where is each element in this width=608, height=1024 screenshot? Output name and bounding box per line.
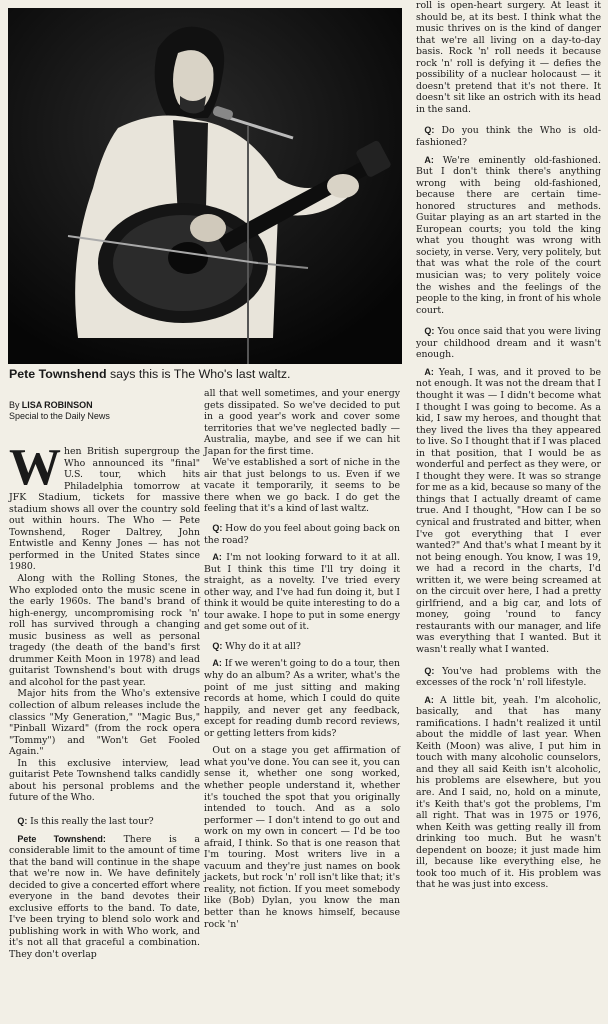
q-text: Is this really the last tour? (27, 815, 154, 827)
dropcap: W (9, 439, 61, 496)
q-text: How do you feel about going back on the road? (204, 523, 400, 546)
question (416, 125, 601, 148)
a-label: A: (212, 552, 222, 563)
paragraph: all that well sometimes, and your energy gets dissipated. So we've decided to put in a good year's work and cover some territories that we've neglected badly — Australia, maybe, and see if we can hit Japan for the first time. (204, 388, 400, 457)
q-text: You once said that you were living your childhood dream and it wasn't enough. (416, 326, 601, 361)
question (204, 641, 400, 653)
caption-text: says this is The Who's last waltz. (106, 367, 291, 381)
byline-affiliation: Special to the Daily News (9, 411, 110, 421)
q-label: Q: (424, 665, 435, 676)
q-text: Do you think the Who is old-fashioned? (416, 125, 601, 149)
answer (204, 552, 400, 633)
q-label: Q: (212, 523, 223, 534)
lead-text: hen British supergroup the Who announced its "final" U.S. tour, which hits Philadelphia tomorrow at JFK Stadium, tickets for massive stadium shows all over the country sold out within hours. The Who — Pete Townshend, Roger Daltrey, John Entwistle and Kenny Jones — has not performed in the United States since 1980. (9, 446, 200, 573)
answer (416, 367, 601, 656)
paragraph: Out on a stage you get affirmation of what you've done. You can see it, you can sense it, whether one song worked, whether people understand it, whether it's touched the spot that you originally intended to touch. And as a solo performer — I don't intend to go out and work on my own in concert — I'd be too afraid, I think. So that is one reason that I'm touring. Most writers live in a vacuum and they're just names on book jackets, but rock 'n' roll isn't like that; it's reality, not fiction. If you meet somebody like (Bob) Dylan, you know the man better than he knows himself, because rock 'n' (204, 745, 400, 930)
answer (9, 834, 200, 961)
a-text: If we weren't going to do a tour, then why do an album? As a writer, what's the point of me just sitting and making records at home, which I could do quite happily, and never get any feedback, except for reading dumb record reviews, or getting letters from kids? (204, 658, 400, 739)
answer (416, 155, 601, 317)
a-text: Yeah, I was, and it proved to be not enough. It was not the dream that I thought it was — I didn't become what I thought I was going to become. As a kid, I saw my heroes, and thought that they lived the lives tha they appeared to live. So I thought that if I was placed in that position, that I would be as wonderful and perfect as they were, or I thought they were. It was so strange for me as a kid, because so many of the things that I actually dreamt of came true. And I thought, "How can I be so cynical and frustrated and bitter, when I've got everything that I ever wanted?" And that's what I meant by it not being enough. You know, I was 19, we had a record in the charts, I'd written it, we were being screamed at on the circuit over here, I had a pretty girlfriend, and a big car, and lots of money, going 'round to fancy restaurants with our manager, and life was everything that I wanted. But it wasn't really what I wanted. (416, 366, 601, 655)
a-text: We're eminently old-fashioned. But I don't think there's anything wrong with being old-fashioned, because there are certain time-honored structures and methods. Guitar playing as an art started in the European courts; you told the king what you thought was wrong with society, in verse. Very, very politely, but that was what the role of the court musician was; to very politely voice the wishes and the feelings of the people to the king, in front of his whole court. (416, 154, 601, 316)
question (204, 523, 400, 546)
photo-caption (9, 367, 409, 382)
a-label: A: (424, 366, 434, 377)
lead-paragraph (9, 439, 200, 573)
paragraph: In this exclusive interview, lead guitarist Pete Townshend talks candidly about his personal problems and the future of the Who. (9, 757, 200, 804)
a-label: Pete Townshend: (17, 833, 106, 844)
article-column-1 (9, 400, 200, 961)
paragraph: We've established a sort of niche in the air that just belongs to us. Even if we vacate it temporarily, it seems to be there when we go back. I do get the feeling that it's a kind of last waltz. (204, 457, 400, 515)
a-label: A: (424, 154, 434, 165)
article-column-3 (416, 0, 601, 891)
q-label: Q: (212, 640, 223, 651)
a-label: A: (212, 658, 222, 669)
q-text: You've had problems with the excesses of the rock 'n' roll lifestyle. (416, 665, 601, 689)
byline-author: LISA ROBINSON (21, 400, 93, 410)
paragraph: Major hits from the Who's extensive collection of album releases include the classics "My Generation," "Magic Bus," "Pinball Wizard" (from the rock opera "Tommy") and "Won't Get Fooled Again." (9, 688, 200, 758)
byline (9, 400, 200, 422)
concert-photo (8, 8, 402, 364)
paragraph: Along with the Rolling Stones, the Who exploded onto the music scene in the early 1960s. The band's brand of high-energy, uncompromising rock 'n' roll has survived through a changing music business as well as personal tragedy (the death of the band's first drummer Keith Moon in 1978) and lead guitarist Townshend's bout with drugs and alcohol for the past year. (9, 573, 200, 688)
a-label: A: (424, 694, 434, 705)
question (416, 326, 601, 361)
article-column-2 (204, 388, 400, 930)
paragraph: roll is open-heart surgery. At least it should be, at its best. I think what the music thrives on is the kind of danger that we're all living on a day-to-day basis. Rock 'n' roll needs it because rock 'n' roll is defying it — defies the possibility of a nuclear holocaust — it doesn't pretend that it's not there. It doesn't sit like an ostrich with its head in the sand. (416, 0, 601, 115)
a-text: I'm not looking forward to it at all. But I think this time I'll try doing it straight, as a novelty. I've tried every other way, and I've had fun doing it, but I think it would be quite interesting to do a tour awake. I hope to put in some energy and get some out of it. (204, 552, 400, 633)
caption-name: Pete Townshend (9, 367, 107, 381)
a-text: There is a considerable limit to the amount of time that the band will continue in the shape that we're now in. We have definitely decided to give a concerted effort where everyone in the band devotes their exclusive efforts to the band. To date, I've been trying to blend solo work and publishing work in with Who work, and it's not all that graceful a combination. They don't overlap (9, 833, 200, 960)
q-label: Q: (424, 326, 435, 337)
byline-by: By (9, 400, 22, 410)
answer (204, 658, 400, 739)
q-text: Why do it at all? (222, 640, 301, 652)
q-label: Q: (424, 125, 435, 136)
q-label: Q: (17, 815, 28, 826)
question (416, 666, 601, 689)
question (9, 816, 200, 828)
a-text: A little bit, yeah. I'm alcoholic, basically, and that has many ramifications. I hadn't realized it until about the middle of last year. When Keith (Moon) was alive, I put him in touch with many alcoholic counselors, and they all said Keith isn't alcoholic, his problems are elsewhere, but you are. And I said, no, hold on a minute, it's Keith that's got the problems, I'm all right. That was in 1975 or 1976, when Keith was getting really ill from drinking too much. But he wasn't dependent on booze; it just made him ill, because like everything else, he took too much of it. His problem was that he was just into excess. (416, 694, 601, 891)
answer (416, 695, 601, 891)
